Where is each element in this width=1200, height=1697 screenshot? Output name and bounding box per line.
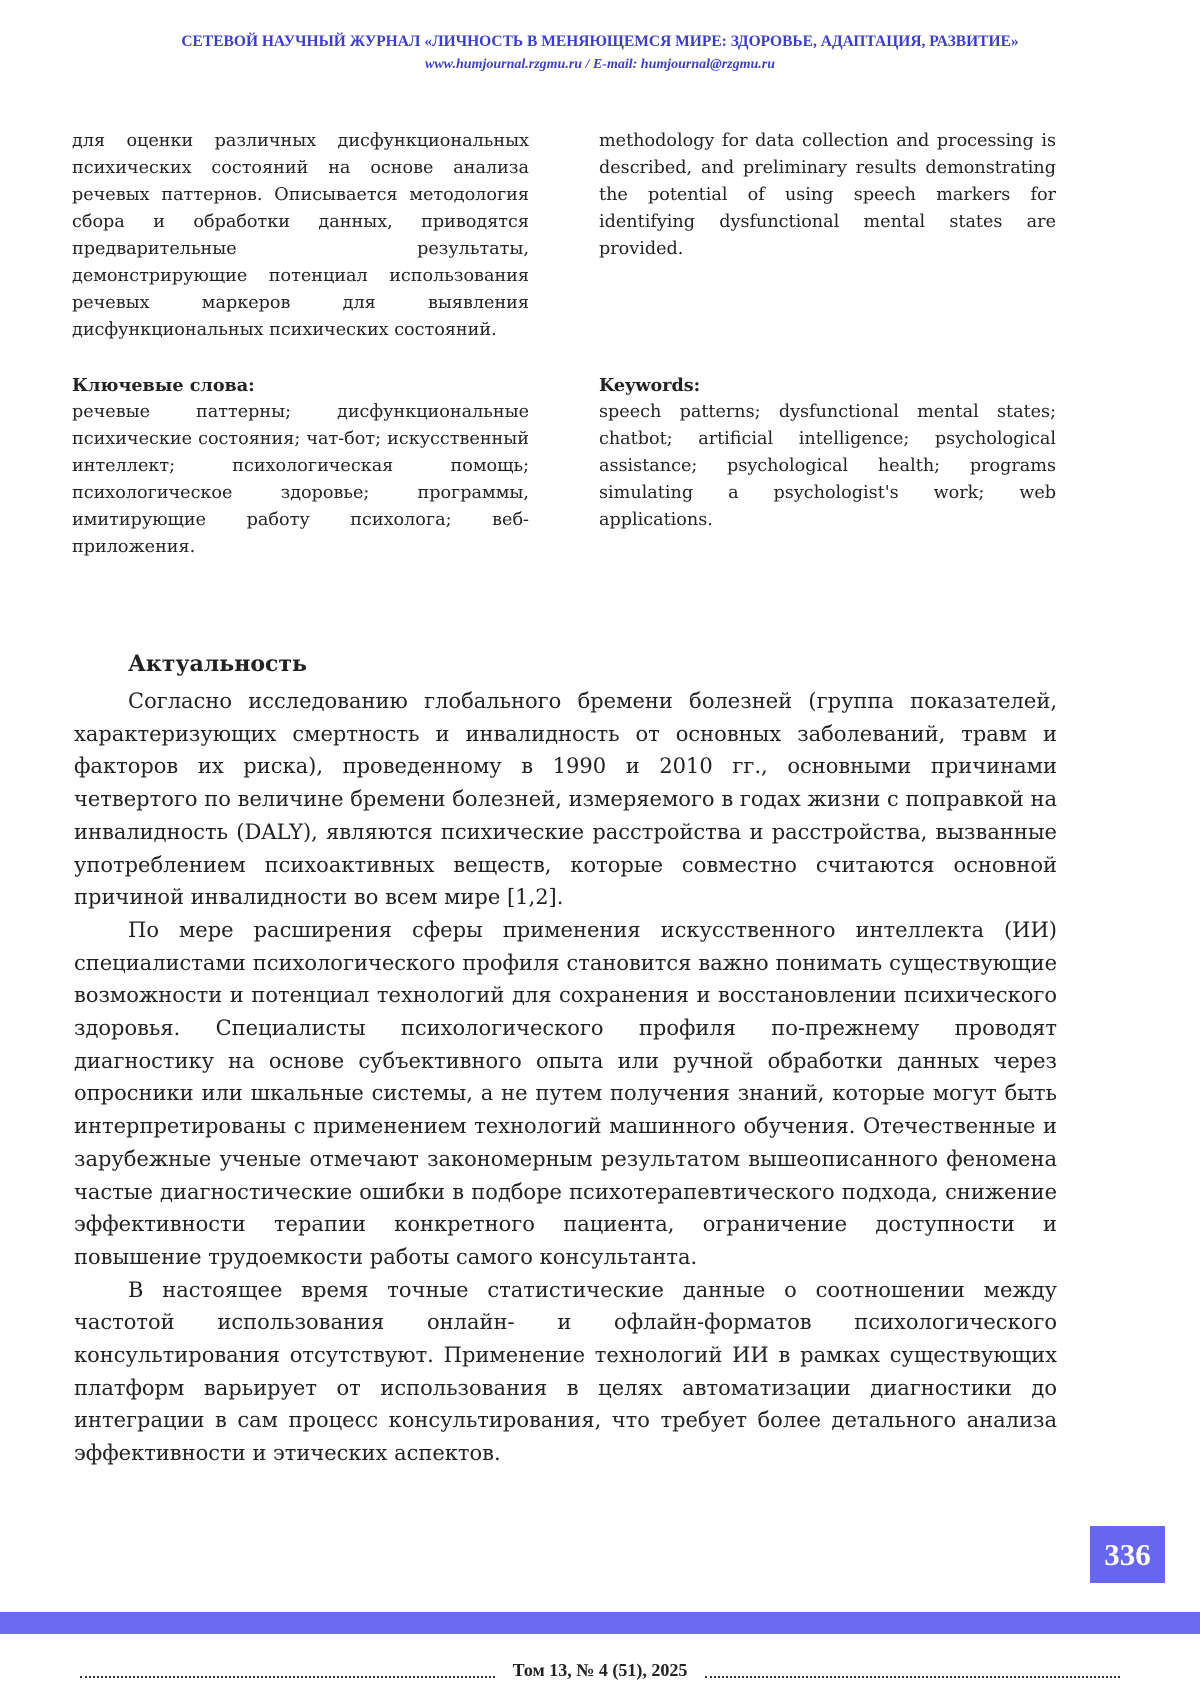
keywords-en xyxy=(599,372,1056,534)
keywords-ru-text: речевые паттерны; дисфункциональные психические состояния; чат-бот; искусственный интеллект; психологическая помощь; психологическое здоровье; программы, имитирующие работу психолога; веб-приложения. xyxy=(72,402,529,557)
abstract-ru-text: для оценки различных дисфункциональных психических состояний на основе анализа речевых паттернов. Описывается методология сбора и обработки данных, приводятся предварительные результаты, демонстрирующие потенциал использования речевых маркеров для выявления дисфункциональных психических состояний. xyxy=(72,131,529,340)
journal-contacts: www.humjournal.rzgmu.ru / E-mail: humjournal@rzgmu.ru xyxy=(425,57,775,72)
section-paragraph-2: По мере расширения сферы применения искусственного интеллекта (ИИ) специалистами психологического профиля становится важно понимать существующие возможности и потенциал технологий для сохранения и восстановлении психического здоровья. Специалисты психологического профиля по-прежнему проводят диагностику на основе субъективного опыта или ручной обработки данных через опросники или шкальные системы, а не путем получения знаний, которые могут быть интерпретированы с применением технологий машинного обучения. Отечественные и зарубежные ученые отмечают закономерным результатом вышеописанного феномена частые диагностические ошибки в подборе психотерапевтического подхода, снижение эффективности терапии конкретного пациента, ограничение доступности и повышение трудоемкости работы самого консультанта. xyxy=(74,917,1057,1269)
footer-dots-left xyxy=(80,1664,495,1678)
journal-title: СЕТЕВОЙ НАУЧНЫЙ ЖУРНАЛ «ЛИЧНОСТЬ В МЕНЯЮЩЕМСЯ МИРЕ: ЗДОРОВЬЕ, АДАПТАЦИЯ, РАЗВИТИЕ» xyxy=(181,33,1019,50)
keywords-ru xyxy=(72,372,529,561)
page-number: 336 xyxy=(1090,1526,1165,1583)
section-body xyxy=(74,685,1057,1470)
footer-issue: Том 13, № 4 (51), 2025 xyxy=(512,1660,688,1680)
footer-dots-right xyxy=(705,1664,1120,1678)
keywords-ru-heading: Ключевые слова: xyxy=(72,375,255,396)
keywords-en-heading: Keywords: xyxy=(599,375,701,396)
footer xyxy=(80,1660,1120,1681)
journal-header xyxy=(0,30,1200,76)
keywords-en-text: speech patterns; dysfunctional mental states; chatbot; artificial intelligence; psychological assistance; psychological health; programs simulating a psychologist's work; web applications. xyxy=(599,402,1056,530)
abstract-ru xyxy=(72,128,529,344)
abstract-en-text: methodology for data collection and processing is described, and preliminary results demonstrating the potential of using speech markers for identifying dysfunctional mental states are provided. xyxy=(599,131,1056,259)
section-paragraph-3: В настоящее время точные статистические данные о соотношении между частотой использования онлайн- и офлайн-форматов психологического консультирования отсутствуют. Применение технологий ИИ в рамках существующих платформ варьирует от использования в целях автоматизации диагностики до интеграции в сам процесс консультирования, что требует более детального анализа эффективности и этических аспектов. xyxy=(74,1277,1057,1466)
abstract-en xyxy=(599,128,1056,263)
section-paragraph-1: Согласно исследованию глобального бремени болезней (группа показателей, характеризующих смертность и инвалидность от основных заболеваний, травм и факторов их риска), проведенному в 1990 и 2010 гг., основными причинами четвертого по величине бремени болезней, измеряемого в годах жизни с поправкой на инвалидность (DALY), являются психические расстройства и расстройства, вызванные употреблением психоактивных веществ, которые совместно считаются основной причиной инвалидности во всем мире [1,2]. xyxy=(74,689,1057,910)
section-title: Актуальность xyxy=(128,651,307,677)
footer-bar xyxy=(0,1612,1200,1634)
